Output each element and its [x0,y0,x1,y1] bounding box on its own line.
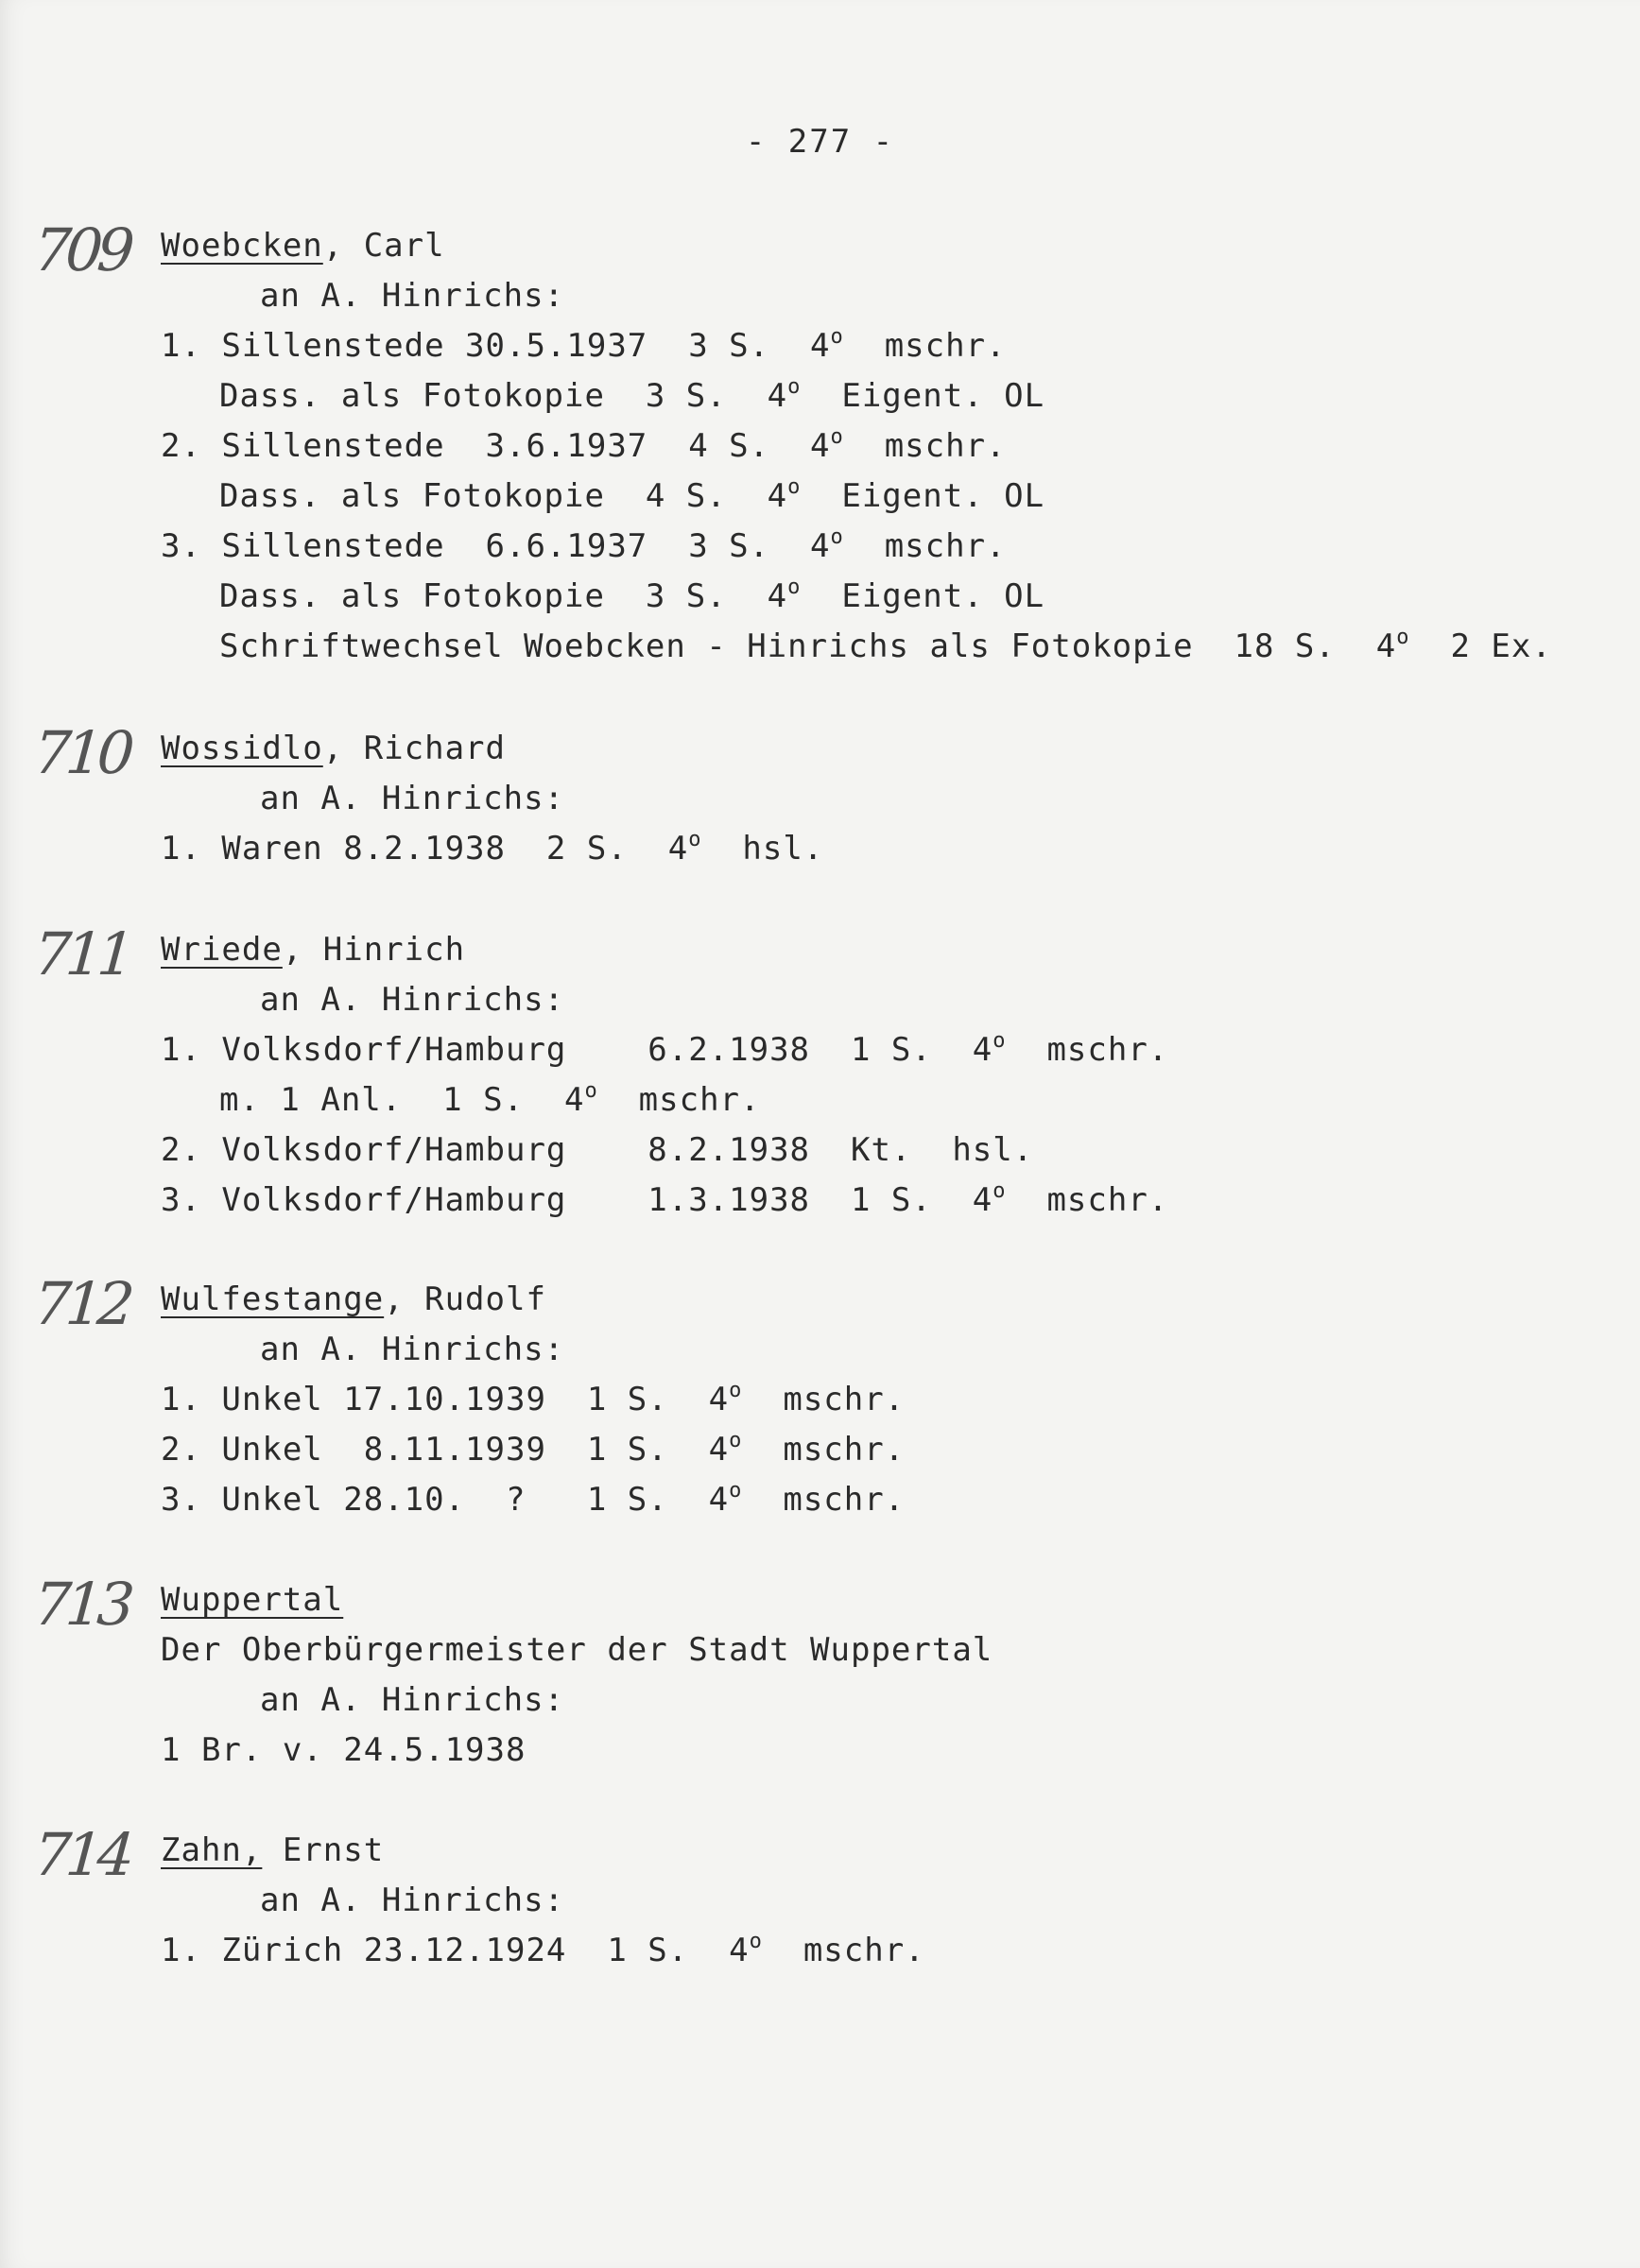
entry-subline: Der Oberbürgermeister der Stadt Wuppertal [161,1631,993,1669]
entry-name: Wossidlo [161,730,323,767]
entry-number: 710 [31,718,131,787]
recipient-line: an A. Hinrichs: [260,1681,565,1719]
item-line: Schriftwechsel Woebcken - Hinrichs als Fotokopie 18 S. 4$^o$ 2 Ex. [219,626,1552,665]
entry-heading [161,1581,343,1619]
entry-heading [161,1280,546,1318]
entry-number: 712 [31,1269,131,1338]
entry-heading [161,1831,384,1869]
item-line: 1 Br. v. 24.5.1938 [161,1731,527,1769]
entry-given-name: , Rudolf [384,1280,546,1318]
recipient-line: an A. Hinrichs: [260,780,565,817]
item-line: 3. Sillenstede 6.6.1937 3 S. 4$^o$ mschr. [161,525,1007,565]
item-line: Dass. als Fotokopie 3 S. 4$^o$ Eigent. OL [219,375,1045,415]
item-line: 1. Volksdorf/Hamburg 6.2.1938 1 S. 4$^o$ mschr. [161,1029,1169,1069]
item-line: 1. Waren 8.2.1938 2 S. 4$^o$ hsl. [161,828,824,868]
recipient-line: an A. Hinrichs: [260,277,565,315]
recipient-line: an A. Hinrichs: [260,1881,565,1919]
entry-number: 714 [31,1820,131,1889]
item-line: 3. Volksdorf/Hamburg 1.3.1938 1 S. 4$^o$ mschr. [161,1179,1169,1219]
entry-name: Wuppertal [161,1581,344,1619]
entry-name: Woebcken [161,227,323,265]
entry-number: 711 [31,919,131,988]
item-line: 2. Unkel 8.11.1939 1 S. 4$^o$ mschr. [161,1429,906,1469]
item-line: 1. Zürich 23.12.1924 1 S. 4$^o$ mschr. [161,1930,925,1969]
entry-name: Wriede [161,931,283,969]
recipient-line: an A. Hinrichs: [260,981,565,1019]
entry-given-name: , Richard [322,730,506,767]
entry-number: 709 [31,215,131,284]
item-line: m. 1 Anl. 1 S. 4$^o$ mschr. [219,1079,761,1119]
recipient-line: an A. Hinrichs: [260,1331,565,1368]
item-line: 3. Unkel 28.10. ? 1 S. 4$^o$ mschr. [161,1479,906,1519]
entry-given-name: Ernst [262,1831,385,1869]
item-line: 2. Volksdorf/Hamburg 8.2.1938 Kt. hsl. [161,1131,1034,1169]
item-line: 1. Sillenstede 30.5.1937 3 S. 4$^o$ mschr. [161,325,1007,365]
item-line: Dass. als Fotokopie 4 S. 4$^o$ Eigent. OL [219,475,1045,515]
entry-given-name: , Carl [322,227,445,265]
entry-name: Zahn, [161,1831,263,1869]
entry-given-name: , Hinrich [282,931,466,969]
entry-heading [161,730,506,767]
entry-name: Wulfestange [161,1280,385,1318]
item-line: 2. Sillenstede 3.6.1937 4 S. 4$^o$ mschr. [161,425,1007,465]
item-line: 1. Unkel 17.10.1939 1 S. 4$^o$ mschr. [161,1379,906,1418]
entry-heading [161,931,465,969]
entry-number: 713 [31,1570,131,1639]
item-line: Dass. als Fotokopie 3 S. 4$^o$ Eigent. OL [219,576,1045,615]
page-number: - 277 - [745,123,895,161]
entry-heading [161,227,445,265]
